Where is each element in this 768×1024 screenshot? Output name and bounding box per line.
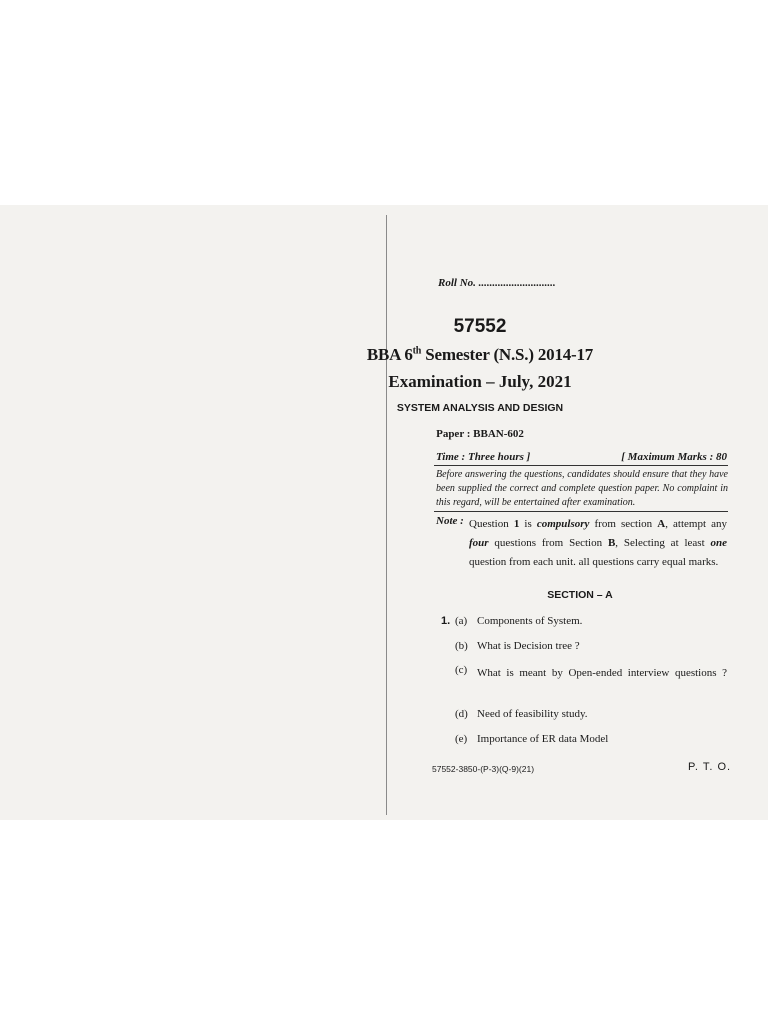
subject-title: SYSTEM ANALYSIS AND DESIGN	[396, 402, 564, 414]
paper-code: 57552	[453, 316, 507, 337]
note-emphasis: one	[710, 537, 727, 549]
page-fold-line	[386, 215, 387, 815]
instructions: Before answering the questions, candidates should ensure that they have been supplied the correct and complete question paper. No complaint in this regard, will be entertained after examination.	[436, 469, 728, 508]
course-prefix: BBA 6	[366, 345, 413, 364]
note-label: Note :	[436, 515, 464, 527]
roll-number: Roll No. ............................	[438, 277, 556, 289]
course-suffix: Semester (N.S.) 2014-17	[421, 345, 594, 364]
exam-title: Examination – July, 2021	[388, 372, 572, 391]
footer-code: 57552-3850-(P-3)(Q-9)(21)	[432, 764, 535, 774]
sub-question-text: Importance of ER data Model	[477, 733, 609, 745]
note-bold: A	[657, 518, 666, 530]
sub-question-letter: (a)	[455, 615, 468, 627]
course-superscript: th	[412, 345, 422, 357]
note-emphasis: compulsory	[536, 518, 590, 530]
note-part: , attempt any	[665, 518, 727, 530]
pto-label: P. T. O.	[688, 761, 732, 773]
bottom-rule	[434, 511, 728, 512]
sub-question-text: Need of feasibility study.	[477, 708, 588, 720]
note-part: questions from Section	[488, 537, 608, 549]
time-allowed: Time : Three hours ]	[436, 451, 531, 463]
sub-question-text: What is meant by Open-ended interview questions ?	[477, 667, 727, 679]
note-part: from section	[589, 518, 658, 530]
sub-question-letter: (e)	[455, 733, 468, 745]
top-rule	[434, 465, 728, 466]
maximum-marks: [ Maximum Marks : 80	[621, 451, 727, 463]
paper-id: Paper : BBAN-602	[436, 428, 524, 440]
sub-question-text: What is Decision tree ?	[477, 640, 580, 652]
note-part: , Selecting at least	[615, 537, 711, 549]
note-bold: 1	[513, 518, 520, 530]
note-bold: B	[607, 537, 616, 549]
question-number: 1.	[441, 615, 451, 627]
course-title	[0, 345, 768, 365]
sub-question-text: Components of System.	[477, 615, 583, 627]
section-heading: SECTION – A	[547, 589, 613, 601]
note-part: question from each unit. all questions carry equal marks.	[469, 556, 719, 568]
scanned-page	[0, 205, 768, 820]
note-emphasis: four	[469, 537, 489, 549]
sub-question-letter: (b)	[455, 640, 468, 652]
sub-question-letter: (c)	[455, 664, 468, 676]
note-part: Question	[469, 518, 514, 530]
note-part: is	[519, 518, 537, 530]
note-text	[469, 515, 727, 572]
sub-question-letter: (d)	[455, 708, 468, 720]
